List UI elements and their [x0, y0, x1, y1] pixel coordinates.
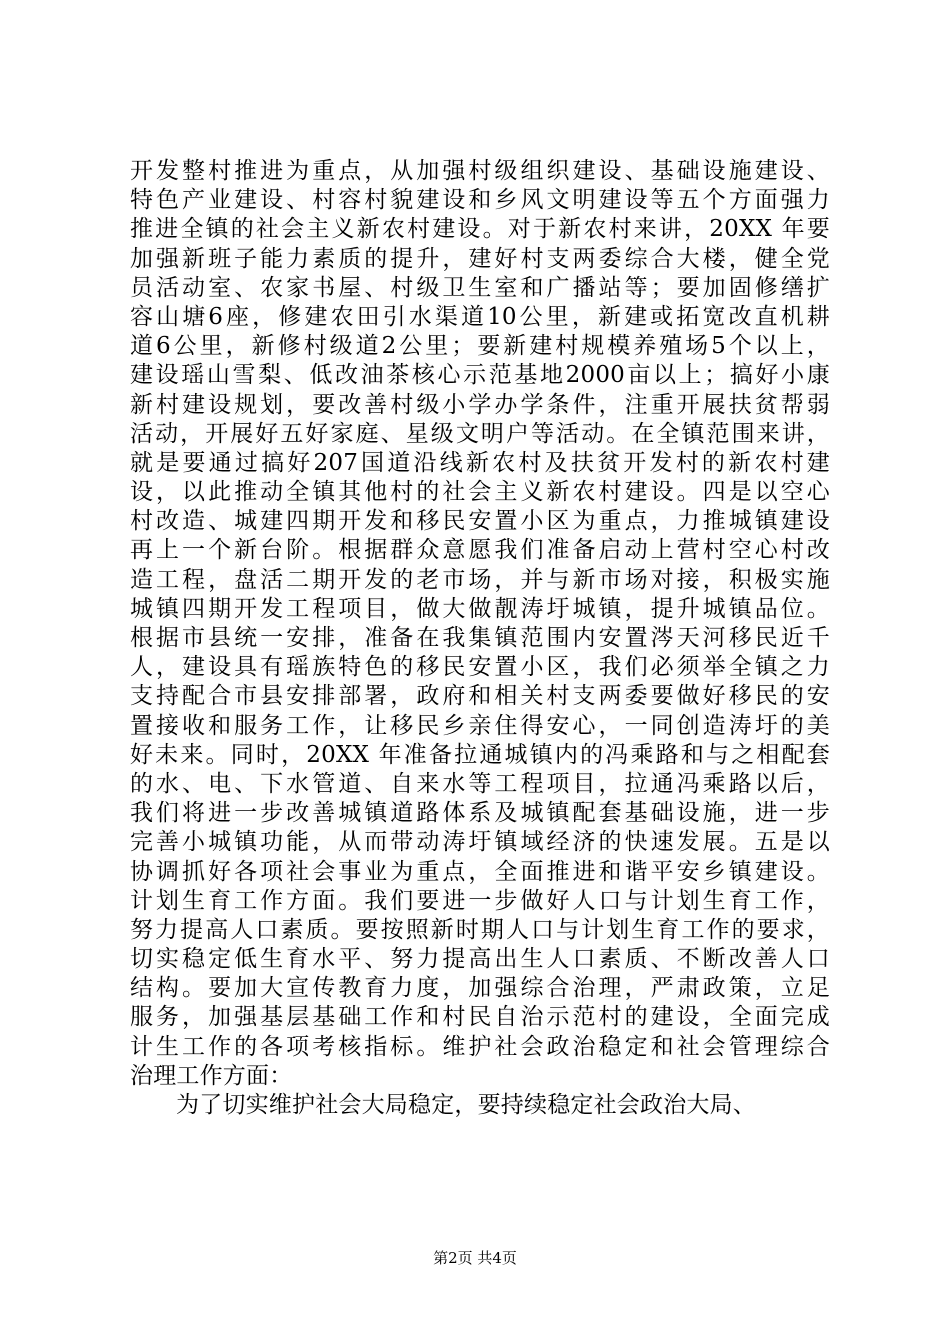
text-line: 结构。要加大宣传教育力度，加强综合治理，严肃政策，立足: [130, 975, 830, 1002]
text-line: 计划生育工作方面。我们要进一步做好人口与计划生育工作，: [130, 887, 830, 914]
text-line: 的水、电、下水管道、自来水等工程项目，拉通冯乘路以后，: [130, 770, 830, 797]
text-line: 新村建设规划，要改善村级小学办学条件，注重开展扶贫帮弱: [130, 391, 830, 418]
text-line: 员活动室、农家书屋、村级卫生室和广播站等；要加固修缮扩: [130, 274, 830, 301]
text-line: 道6公里，新修村级道2公里；要新建村规模养殖场5个以上，: [130, 333, 830, 360]
text-line: 建设瑶山雪梨、低改油茶核心示范基地2000亩以上；搞好小康: [130, 362, 830, 389]
paragraph-1: [130, 157, 830, 1091]
text-line: 城镇四期开发工程项目，做大做靓涛圩城镇，提升城镇品位。: [130, 595, 830, 622]
text-line: 治理工作方面：: [130, 1062, 293, 1089]
text-line: 我们将进一步改善城镇道路体系及城镇配套基础设施，进一步: [130, 800, 830, 827]
text-line: 完善小城镇功能，从而带动涛圩镇域经济的快速发展。五是以: [130, 829, 830, 856]
text-line: 人，建设具有瑶族特色的移民安置小区，我们必须举全镇之力: [130, 654, 830, 681]
text-line: 协调抓好各项社会事业为重点，全面推进和谐平安乡镇建设。: [130, 858, 830, 885]
text-line: 推进全镇的社会主义新农村建设。对于新农村来讲，20XX 年要: [130, 216, 830, 243]
text-line: 好未来。同时，20XX 年准备拉通城镇内的冯乘路和与之相配套: [130, 741, 830, 768]
text-line: 活动，开展好五好家庭、星级文明户等活动。在全镇范围来讲，: [130, 420, 830, 447]
text-line: 切实稳定低生育水平、努力提高出生人口素质、不断改善人口: [130, 946, 830, 973]
text-line: 开发整村推进为重点，从加强村级组织建设、基础设施建设、: [130, 158, 830, 184]
page-footer: 第2页 共4页: [433, 1249, 517, 1267]
text-line: 努力提高人口素质。要按照新时期人口与计划生育工作的要求，: [130, 916, 830, 943]
text-line: 就是要通过搞好207国道沿线新农村及扶贫开发村的新农村建: [130, 449, 830, 476]
text-line: 加强新班子能力素质的提升，建好村支两委综合大楼，健全党: [130, 245, 830, 272]
text-line: 设，以此推动全镇其他村的社会主义新农村建设。四是以空心: [130, 479, 830, 506]
body-text: [130, 157, 830, 1120]
text-line: 支持配合市县安排部署，政府和相关村支两委要做好移民的安: [130, 683, 830, 710]
text-line: 造工程，盘活二期开发的老市场，并与新市场对接，积极实施: [130, 566, 830, 593]
text-line: 根据市县统一安排，准备在我集镇范围内安置涔天河移民近千: [130, 625, 830, 651]
text-line: 为了切实维护社会大局稳定，要持续稳定社会政治大局、: [176, 1092, 756, 1118]
paragraph-2: [130, 1091, 830, 1120]
text-line: 计生工作的各项考核指标。维护社会政治稳定和社会管理综合: [130, 1033, 830, 1060]
text-line: 置接收和服务工作，让移民乡亲住得安心，一同创造涛圩的美: [130, 712, 830, 739]
text-line: 容山塘6座，修建农田引水渠道10公里，新建或拓宽改直机耕: [130, 303, 830, 330]
text-line: 服务，加强基层基础工作和村民自治示范村的建设，全面完成: [130, 1004, 830, 1031]
text-line: 特色产业建设、村容村貌建设和乡风文明建设等五个方面强力: [130, 187, 830, 214]
text-line: 村改造、城建四期开发和移民安置小区为重点，力推城镇建设: [130, 508, 830, 535]
text-line: 再上一个新台阶。根据群众意愿我们准备启动上营村空心村改: [130, 537, 830, 564]
